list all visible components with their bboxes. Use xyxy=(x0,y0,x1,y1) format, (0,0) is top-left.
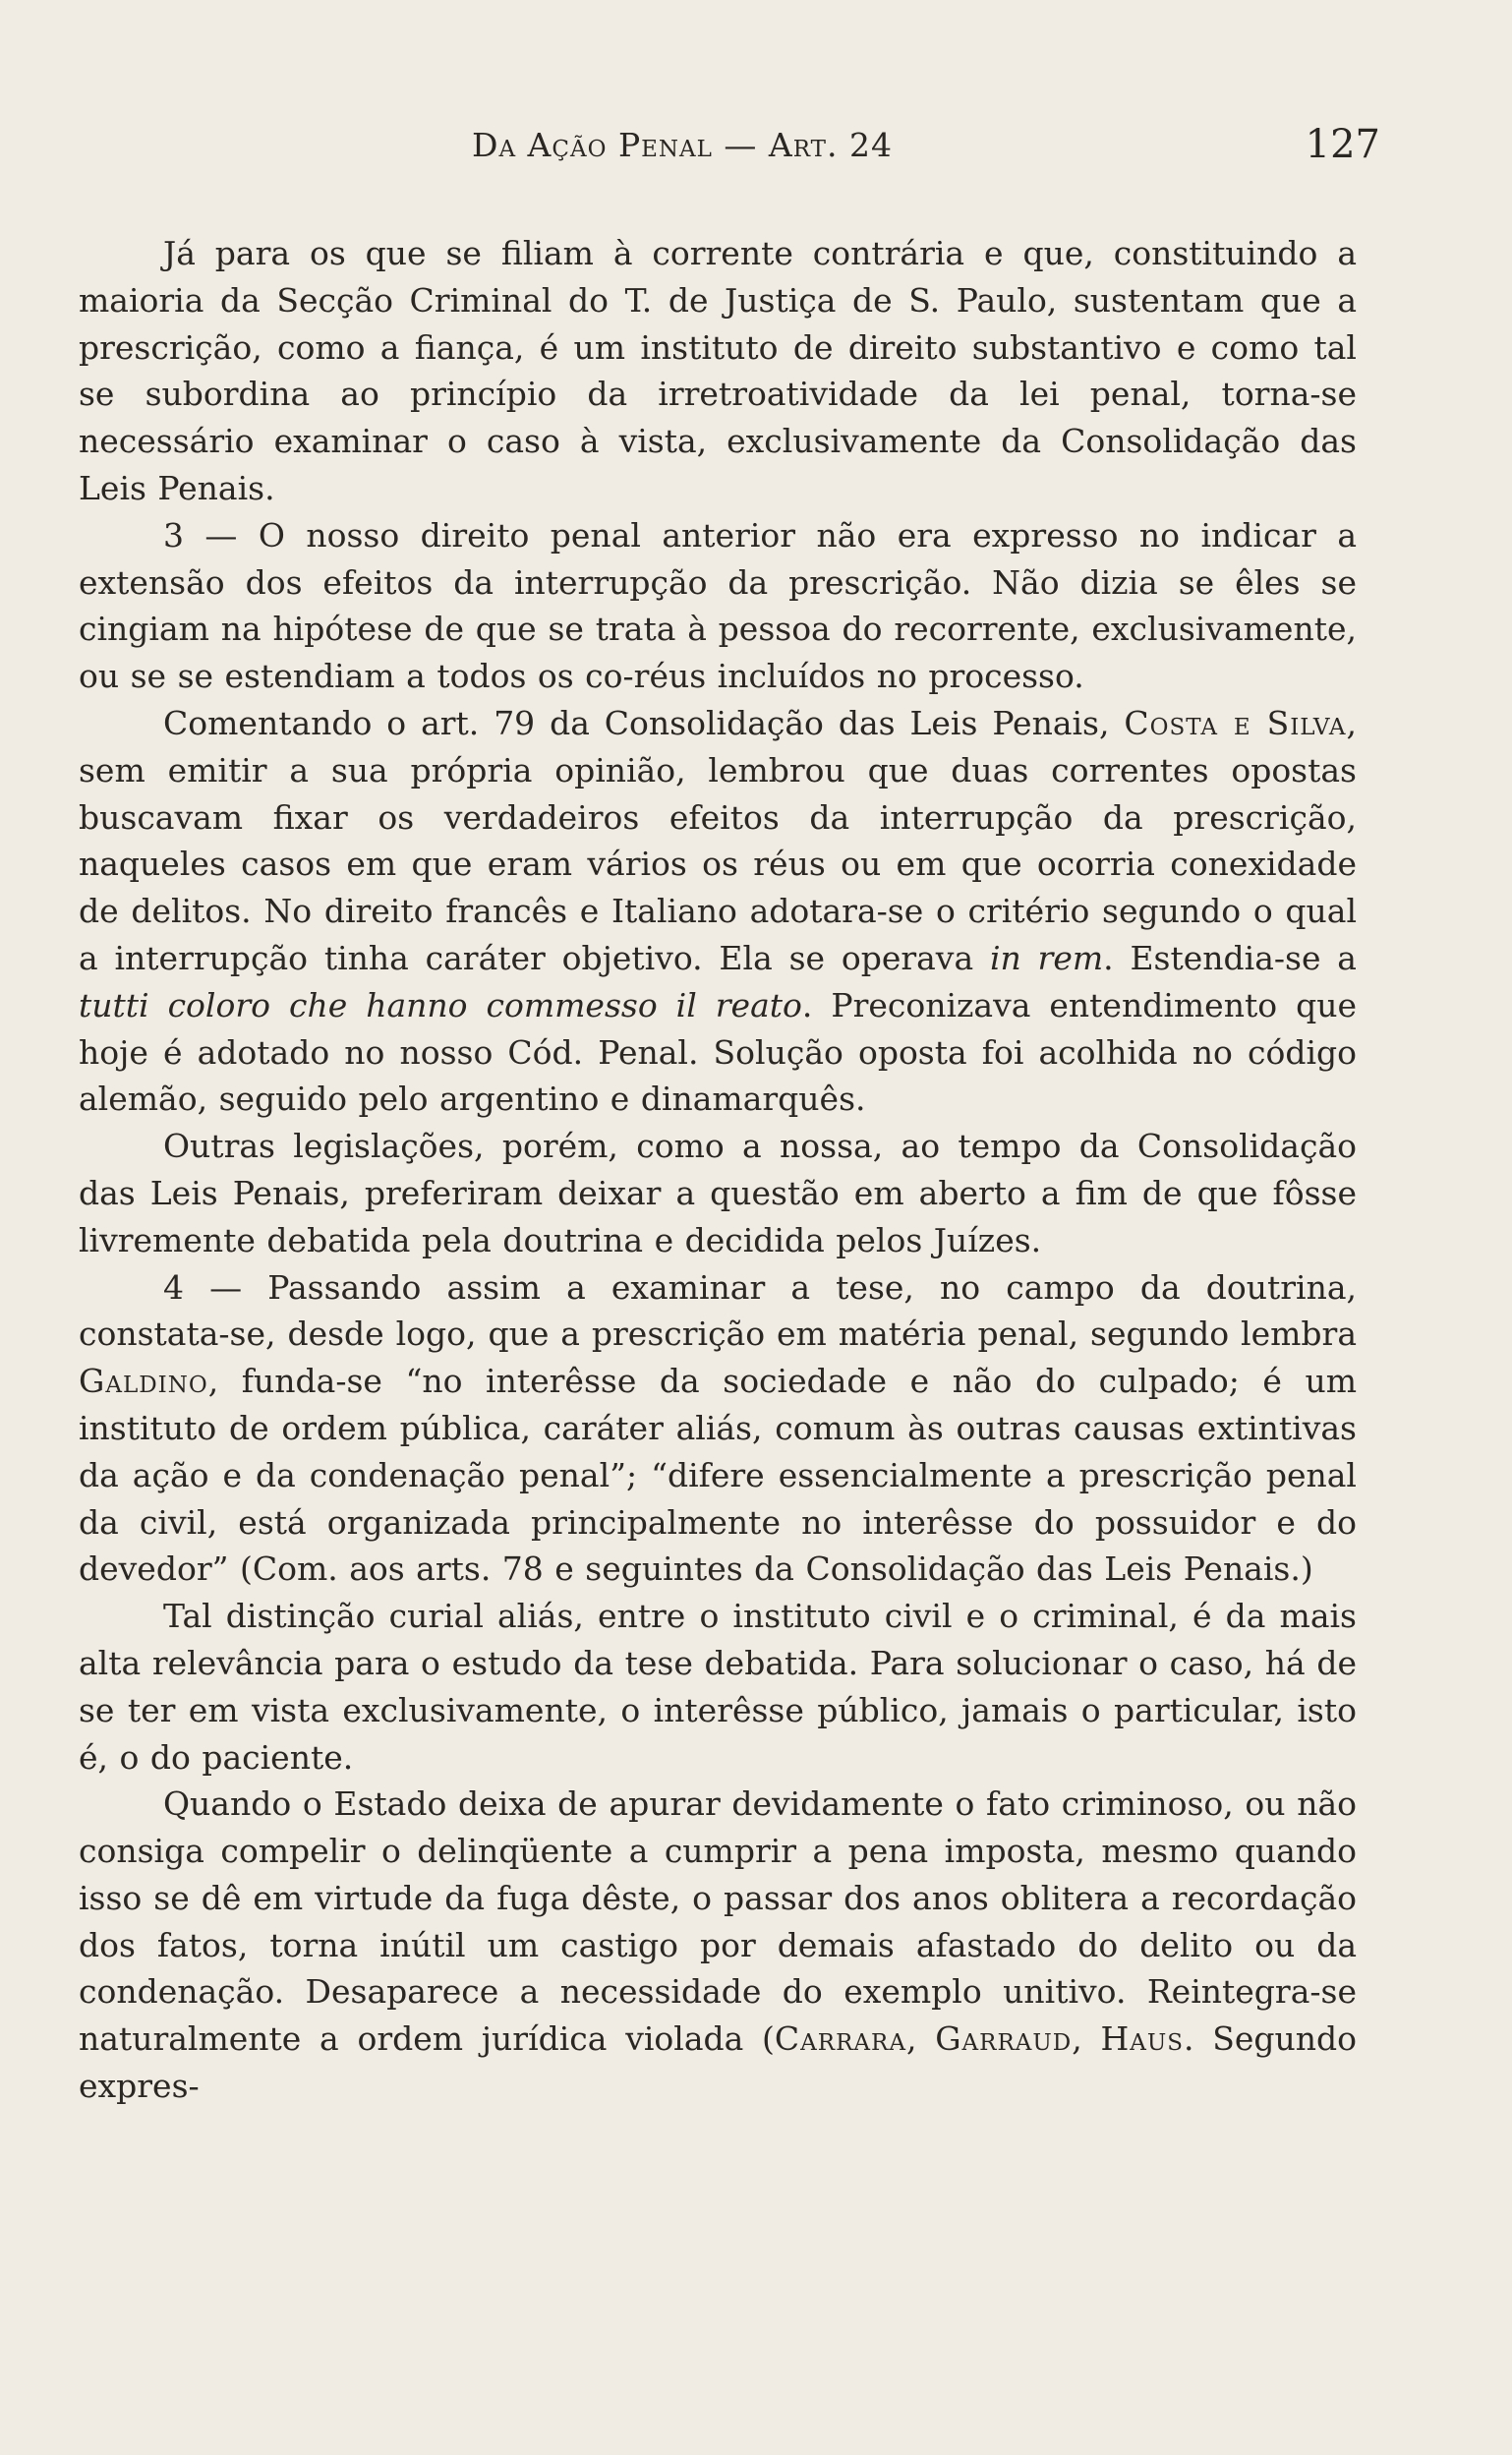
author-name-carrara: Carrara xyxy=(774,2019,906,2059)
paragraph-5 xyxy=(79,1264,1357,1594)
latin-term-in-rem: in rem xyxy=(989,938,1104,977)
author-name-haus: Haus xyxy=(1100,2019,1184,2059)
page-number: 127 xyxy=(1305,122,1380,167)
paragraph-7-text-2: , xyxy=(905,2019,936,2059)
paragraph-7 xyxy=(79,1781,1357,2110)
paragraph-7-text-3: , xyxy=(1072,2019,1101,2059)
author-name-costa-e-silva: Costa e Silva xyxy=(1124,703,1347,742)
paragraph-7-text-1: Quando o Estado deixa de apurar devidamente o fato criminoso, ou não consiga compelir o delinqüente a cumprir a pena imposta, mesmo quando isso se dê em virtude da fuga dêste, o passar dos anos oblitera a recordação dos fatos, torna inútil um castigo por demais afastado do delito ou da condenação. Desaparece a necessidade do exemplo unitivo. Reintegra-se naturalmente a ordem jurídica violada ( xyxy=(79,1784,1357,2059)
paragraph-3-text-1: Comentando o art. 79 da Consolidação das Leis Penais, xyxy=(163,703,1125,742)
author-name-galdino: Galdino xyxy=(79,1362,208,1401)
document-page xyxy=(79,116,1380,2110)
paragraph-3-text-2: , sem emitir a sua própria opinião, lembrou que duas correntes opostas buscavam fixar os verdadeiros efeitos da interrupção da prescrição, naqueles casos em que eram vários os réus ou em que ocorria conexidade de delitos. No direito francês e Italiano adotara-se o critério segundo o qual a interrupção tinha caráter objetivo. Ela se operava xyxy=(79,703,1357,977)
page-header xyxy=(79,116,1380,175)
paragraph-3 xyxy=(79,700,1357,1123)
paragraph-2: 3 — O nosso direito penal anterior não era expresso no indicar a extensão dos efeitos da interrupção da prescrição. Não dizia se êles se cingiam na hipótese de que se trata à pessoa do recorrente, exclusivamente, ou se se estendiam a todos os co-réus incluídos no processo. xyxy=(79,515,1357,696)
paragraph-3-text-3: . Estendia-se a xyxy=(1103,938,1357,977)
paragraph-4: Outras legislações, porém, como a nossa, ao tempo da Consolidação das Leis Penais, preferiram deixar a questão em aberto a fim de que fôsse livremente debatida pela doutrina e decidida pelos Juízes. xyxy=(79,1127,1357,1259)
paragraph-6: Tal distinção curial aliás, entre o instituto civil e o criminal, é da mais alta relevância para o estudo da tese debatida. Para solucionar o caso, há de se ter em vista exclusivamente, o interêsse público, jamais o particular, isto é, o do paciente. xyxy=(79,1597,1357,1777)
paragraph-3-text-4: . Preconizava entendimento que hoje é adotado no nosso Cód. Penal. Solução oposta foi acolhida no código alemão, seguido pelo argentino e dinamarquês. xyxy=(79,985,1357,1119)
running-title: Da Ação Penal — Art. 24 xyxy=(472,126,893,164)
author-name-garraud: Garraud xyxy=(935,2019,1073,2059)
italian-quote: tutti coloro che hanno commesso il reato xyxy=(79,985,802,1024)
paragraph-5-text-1: 4 — Passando assim a examinar a tese, no campo da doutrina, constata-se, desde logo, que a prescrição em matéria penal, segundo lembra xyxy=(79,1267,1357,1354)
paragraph-5-text-2: , funda-se “no interêsse da sociedade e não do culpado; é um instituto de ordem pública, caráter aliás, comum às outras causas extintivas da ação e da condenação penal”; “difere essencialmente a prescrição penal da civil, está organizada principalmente no interêsse do possuidor e do devedor” (Com. aos arts. 78 e seguintes da Consolidação das Leis Penais.) xyxy=(79,1362,1357,1589)
body-text xyxy=(79,230,1357,2110)
paragraph-1: Já para os que se filiam à corrente contrária e que, constituindo a maioria da Secção Criminal do T. de Justiça de S. Paulo, sustentam que a prescrição, como a fiança, é um instituto de direito substantivo e como tal se subordina ao princípio da irretroatividade da lei penal, torna-se necessário examinar o caso à vista, exclusivamente da Consolidação das Leis Penais. xyxy=(79,234,1357,507)
paragraph-7-text-4: . Segundo expres- xyxy=(79,2019,1357,2106)
